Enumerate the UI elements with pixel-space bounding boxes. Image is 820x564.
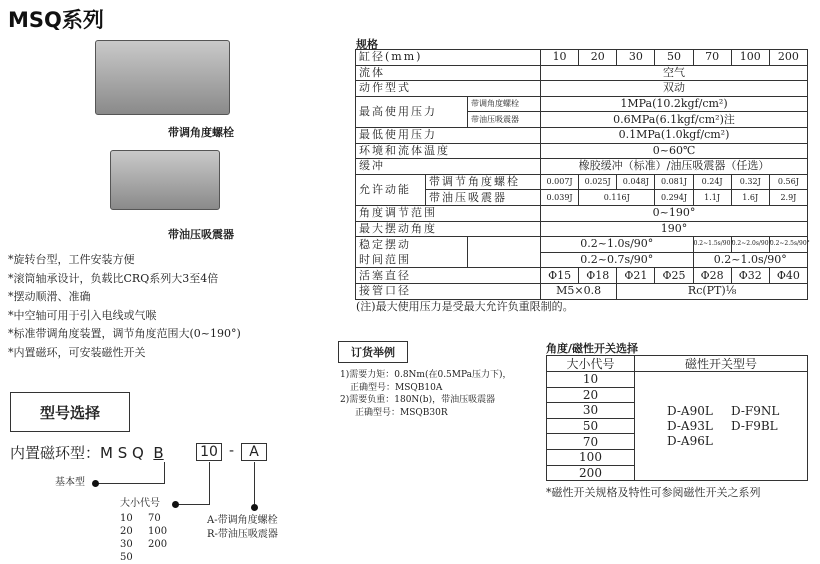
bullet — [251, 504, 258, 511]
size-item: 100 — [148, 526, 168, 537]
feature-item: *标准带调角度装置，调节角度范围大(0~190°) — [8, 327, 241, 340]
cell: 0.2~1.0s/90° — [541, 237, 694, 253]
switch-table — [546, 355, 808, 481]
cell: 角度调节范围 — [356, 205, 541, 221]
cell: 0.2~1.5s/90° — [693, 237, 731, 253]
switch-heading: 角度/磁性开关选择 — [546, 342, 639, 355]
cell: 0.32J — [731, 174, 769, 190]
cell: 最大摆动角度 — [356, 221, 541, 237]
order-example-heading: 订货举例 — [338, 341, 408, 363]
cell: 0.039J — [541, 190, 579, 206]
feature-item: *内置磁环，可安装磁性开关 — [8, 345, 146, 359]
option-list — [207, 514, 278, 542]
cell: 0.294J — [655, 190, 693, 206]
size-list — [120, 512, 188, 564]
cell: 0.048J — [617, 174, 655, 190]
cell: 30 — [617, 50, 655, 66]
cell: 稳定摆动 — [356, 237, 468, 253]
cell: Φ18 — [579, 268, 617, 284]
switch-model: D-A93L — [667, 418, 713, 433]
cell: 流体 — [356, 65, 541, 81]
cell: 0.24J — [693, 174, 731, 190]
size-item: 200 — [148, 539, 168, 550]
order-line: 正确型号：MSQB30R — [355, 407, 448, 418]
cell: 70 — [547, 434, 635, 450]
cell: 带油压吸震器 — [426, 190, 541, 206]
feature-item: *摆动顺滑、准确 — [8, 290, 91, 303]
cell: 0.1MPa(1.0kgf/cm²) — [541, 127, 808, 143]
cell: 0.2~2.0s/90° — [731, 237, 769, 253]
cell: 70 — [693, 50, 731, 66]
cell: 200 — [769, 50, 807, 66]
cell: Φ40 — [769, 268, 807, 284]
size-item: 30 — [120, 539, 133, 550]
cell: 双动 — [541, 81, 808, 97]
order-line: 正确型号：MSQB10A — [350, 382, 443, 393]
cell: 0.56J — [769, 174, 807, 190]
switch-models — [635, 372, 808, 481]
bullet — [92, 480, 99, 487]
cell: Φ32 — [731, 268, 769, 284]
cell: 100 — [547, 449, 635, 465]
cell: 时间范围 — [356, 252, 468, 268]
model-type: B — [153, 444, 164, 462]
cell: Φ21 — [617, 268, 655, 284]
cell: 带油压吸震器 — [468, 112, 541, 128]
cell: Rc(PT)⅛ — [617, 283, 808, 299]
cell: 活塞直径 — [356, 268, 541, 284]
size-item: 50 — [120, 552, 133, 563]
size-item: 10 — [120, 513, 133, 524]
cell: 磁性开关型号 — [635, 356, 808, 372]
switch-model: D-A96L — [667, 433, 713, 448]
option-item: A-带调角度螺栓 — [207, 515, 278, 526]
cell: 200 — [547, 465, 635, 481]
model-series: M S Q — [100, 444, 144, 462]
cell: 1.6J — [731, 190, 769, 206]
connector — [209, 462, 210, 505]
bullet — [172, 501, 179, 508]
cell: 0.116J — [579, 190, 655, 206]
cell: 0~60℃ — [541, 143, 808, 159]
size-code-box: 10 — [196, 443, 222, 461]
cell: 带调节角度螺栓 — [426, 174, 541, 190]
cell: 动作型式 — [356, 81, 541, 97]
cell: 空气 — [541, 65, 808, 81]
cell: 大小代号 — [547, 356, 635, 372]
order-line: 1)需要力矩：0.8Nm(在0.5MPa压力下)， — [340, 370, 512, 380]
cell: 0.2~1.0s/90° — [693, 252, 807, 268]
feature-item: *中空轴可用于引入电线或气喉 — [8, 308, 157, 322]
cell: 20 — [579, 50, 617, 66]
size-item: 70 — [148, 513, 161, 524]
cell: 橡胶缓冲（标准）/油压吸震器（任选） — [541, 159, 808, 175]
cell: 0.081J — [655, 174, 693, 190]
product-image-shock-absorber — [110, 150, 220, 210]
cell: 1.1J — [693, 190, 731, 206]
base-type-label: 基本型 — [55, 477, 85, 488]
cell: 100 — [731, 50, 769, 66]
cell: M5×0.8 — [541, 283, 617, 299]
cell: 最低使用压力 — [356, 127, 541, 143]
feature-item: *滚筒轴承设计，负载比CRQ系列大3至4倍 — [8, 271, 219, 285]
option-item: R-带油压吸震器 — [207, 529, 278, 540]
connector — [98, 483, 165, 484]
cell: Φ15 — [541, 268, 579, 284]
switch-model: D-F9BL — [731, 418, 778, 433]
cell: 接管口径 — [356, 283, 541, 299]
size-label: 大小代号 — [120, 498, 160, 509]
cell: 0.6MPa(6.1kgf/cm²)注 — [541, 112, 808, 128]
cell: 最高使用压力 — [356, 96, 468, 127]
cell: 0.007J — [541, 174, 579, 190]
cell: 带调角度螺栓 — [468, 96, 541, 112]
dash: - — [229, 443, 235, 459]
cell: 1MPa(10.2kgf/cm²) — [541, 96, 808, 112]
option-code-box: A — [241, 443, 267, 461]
cell: 50 — [547, 418, 635, 434]
cell: 环境和流体温度 — [356, 143, 541, 159]
connector — [164, 462, 165, 483]
cell: Φ25 — [655, 268, 693, 284]
switch-model: D-F9NL — [731, 403, 780, 418]
product-caption: 带油压吸震器 — [168, 228, 234, 241]
cell: 0.025J — [579, 174, 617, 190]
cell: 允许动能 — [356, 174, 426, 205]
cell: 10 — [541, 50, 579, 66]
switch-model: D-A90L — [667, 403, 713, 418]
cell: 缓冲 — [356, 159, 541, 175]
cell: 10 — [547, 372, 635, 388]
cell: 50 — [655, 50, 693, 66]
spec-note: (注)最大使用压力是受最大允许负重限制的。 — [356, 300, 574, 313]
cell: 0.2~2.5s/90° — [769, 237, 807, 253]
feature-item: *旋转台型，工件安装方便 — [8, 253, 135, 266]
switch-note: *磁性开关规格及特性可参阅磁性开关之系列 — [546, 486, 761, 499]
cell: Φ28 — [693, 268, 731, 284]
model-selection-heading: 型号选择 — [10, 392, 130, 432]
connector — [254, 462, 255, 504]
cell: 30 — [547, 403, 635, 419]
page-title: MSQ系列 — [8, 8, 104, 32]
spec-table — [355, 49, 808, 300]
connector — [178, 504, 210, 505]
cell: 190° — [541, 221, 808, 237]
cell: 2.9J — [769, 190, 807, 206]
cell: 缸径(mm) — [356, 50, 541, 66]
product-image-adjust-bolt — [95, 40, 230, 115]
cell: 0.2~0.7s/90° — [541, 252, 694, 268]
model-code — [10, 442, 164, 463]
cell — [468, 237, 541, 268]
model-prefix: 内置磁环型： — [10, 444, 101, 462]
size-item: 20 — [120, 526, 133, 537]
order-example-list — [340, 369, 512, 419]
cell: 20 — [547, 387, 635, 403]
cell: 0~190° — [541, 205, 808, 221]
feature-list — [8, 251, 241, 362]
spec-heading: 规格 — [356, 38, 378, 51]
order-line: 2)需要负重：180N(b)，带油压吸震器 — [340, 395, 496, 405]
product-caption: 带调角度螺栓 — [168, 126, 234, 139]
